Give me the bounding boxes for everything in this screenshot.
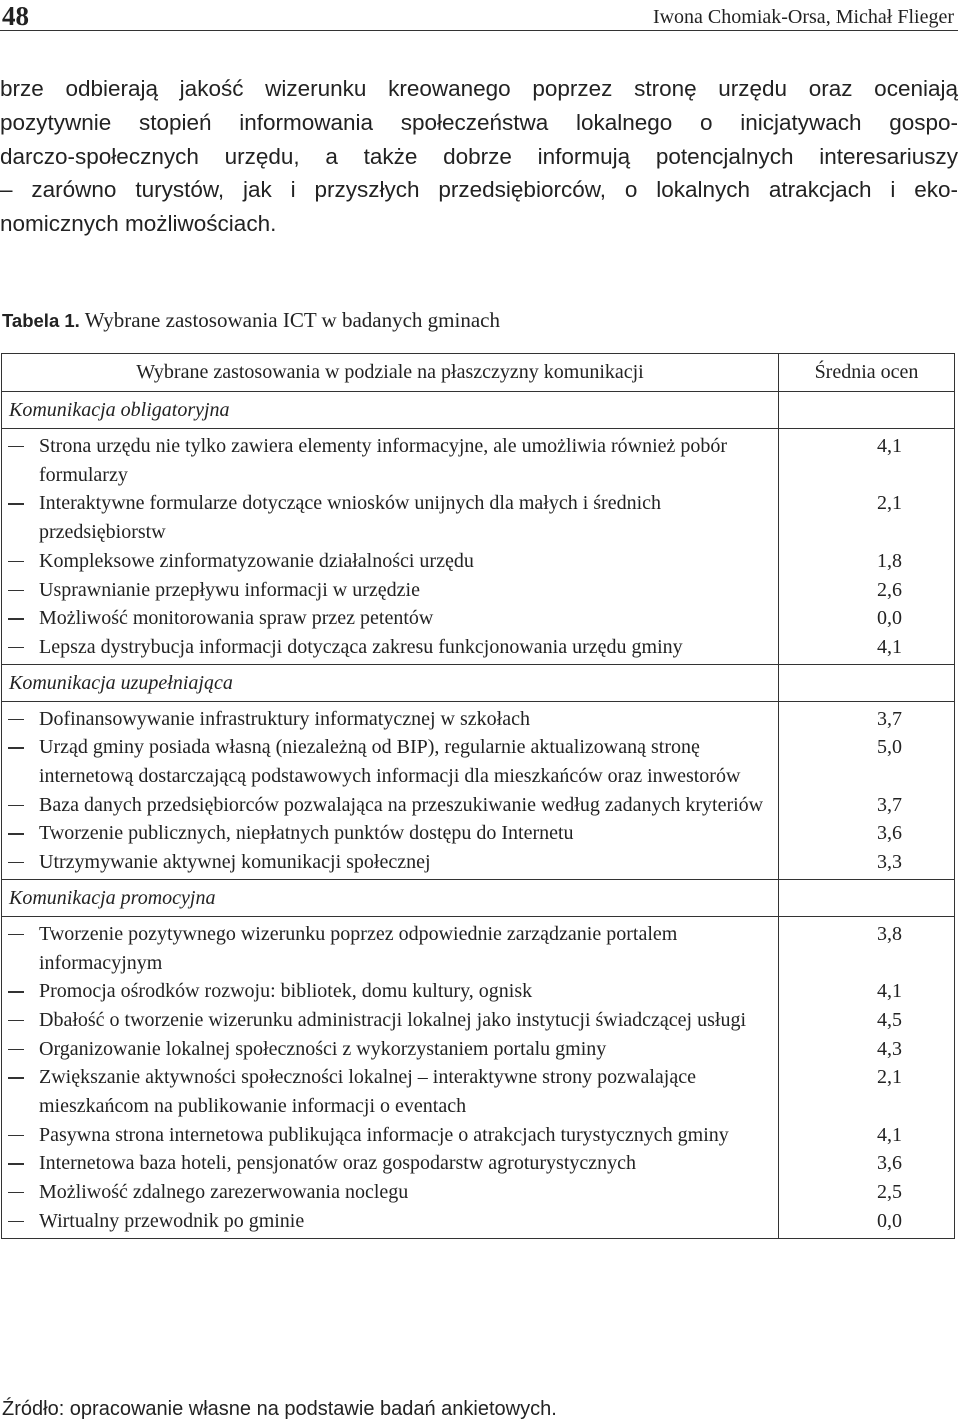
list-item	[2, 920, 778, 977]
item-text: Promocja ośrodków rozwoju: bibliotek, domu kultury, ognisk	[39, 980, 533, 1003]
dash-bullet-icon	[2, 920, 38, 977]
item-value: 4,5	[877, 1008, 902, 1031]
dash-bullet-icon	[2, 819, 38, 848]
items-cell	[2, 701, 779, 879]
page-number: 48	[2, 1, 29, 31]
body-line: nomicznych możliwościach.	[0, 211, 277, 237]
dash-bullet-icon	[2, 733, 38, 790]
list-item	[2, 1207, 778, 1236]
list-item	[2, 633, 778, 662]
item-value: 2,1	[877, 492, 902, 515]
item-value: 4,1	[877, 635, 902, 658]
dash-bullet-icon	[2, 977, 38, 1006]
running-head: Iwona Chomiak-Orsa, Michał Flieger	[652, 6, 954, 28]
section-row	[2, 664, 955, 701]
item-value: 1,8	[877, 549, 902, 572]
dash-bullet-icon	[2, 489, 38, 546]
item-text: Zwiększanie aktywności społeczności lokalnej – interaktywne strony pozwalające mieszkańcom na publikowanie informacji o eventach	[39, 1066, 696, 1118]
list-item	[2, 1063, 778, 1120]
item-text: Możliwość zdalnego zarezerwowania noclegu	[39, 1181, 409, 1204]
item-text: Strona urzędu nie tylko zawiera elementy informacyjne, ale umożliwia również pobór formularzy	[39, 435, 728, 486]
dash-bullet-icon	[2, 1063, 38, 1120]
item-text: Internetowa baza hoteli, pensjonatów oraz gospodarstw agroturystycznych	[39, 1152, 637, 1175]
dash-bullet-icon	[2, 848, 38, 877]
section-items-row	[2, 429, 955, 665]
items-cell	[2, 916, 779, 1238]
list-item	[2, 1121, 778, 1150]
list-item	[2, 791, 778, 820]
dash-bullet-icon	[2, 604, 38, 633]
list-item	[2, 1149, 778, 1178]
item-value: 3,6	[877, 1152, 902, 1175]
item-text: Lepsza dystrybucja informacji dotycząca zakresu funkcjonowania urzędu gminy	[39, 635, 683, 658]
item-value: 3,6	[877, 822, 902, 845]
item-value: 2,6	[877, 578, 902, 601]
item-text: Możliwość monitorowania spraw przez petentów	[39, 607, 434, 630]
page-header	[0, 0, 958, 31]
item-text: Interaktywne formularze dotyczące wniosków unijnych dla małych i średnich przedsiębiorstw	[39, 492, 662, 544]
dash-bullet-icon	[2, 1121, 38, 1150]
item-text: Dbałość o tworzenie wizerunku administracji lokalnej jako instytucji świadczącej usługi	[39, 1008, 747, 1031]
dash-bullet-icon	[2, 633, 38, 662]
item-value: 5,0	[877, 736, 902, 759]
item-value: 3,7	[877, 707, 902, 730]
section-row	[2, 879, 955, 916]
table-label: Tabela 1.	[2, 310, 80, 331]
section-items-row	[2, 916, 955, 1238]
list-item	[2, 604, 778, 633]
dash-bullet-icon	[2, 576, 38, 605]
item-text: Urząd gminy posiada własną (niezależną od BIP), regularnie aktualizowaną stronę internetową dostarczającą podstawowych informacji dla mieszkańców oraz inwestorów	[39, 736, 741, 788]
body-line: pozytywnie stopień informowania społeczeństwa lokalnego o inicjatywach gospo-	[0, 109, 958, 135]
item-value: 3,8	[877, 922, 902, 945]
dash-bullet-icon	[2, 791, 38, 820]
item-value: 2,1	[877, 1066, 902, 1089]
item-text: Baza danych przedsiębiorców pozwalająca na przeszukiwanie według zadanych kryteriów	[39, 793, 764, 816]
list-item	[2, 977, 778, 1006]
dash-bullet-icon	[2, 547, 38, 576]
item-value: 3,3	[877, 851, 902, 874]
list-item	[2, 1035, 778, 1064]
table-source: Źródło: opracowanie własne na podstawie badań ankietowych.	[2, 1398, 557, 1420]
dash-bullet-icon	[2, 705, 38, 734]
list-item	[2, 576, 778, 605]
item-text: Organizowanie lokalnej społeczności z wykorzystaniem portalu gminy	[39, 1037, 607, 1060]
dash-bullet-icon	[2, 432, 38, 489]
item-text: Tworzenie pozytywnego wizerunku poprzez odpowiednie zarządzanie portalem informacyjnym	[39, 922, 678, 974]
dash-bullet-icon	[2, 1149, 38, 1178]
item-text: Tworzenie publicznych, niepłatnych punktów dostępu do Internetu	[39, 822, 574, 845]
body-line: darczo-społecznych urzędu, a także dobrze informują potencjalnych interesariuszy	[0, 143, 958, 169]
item-value: 4,1	[877, 980, 902, 1003]
table-caption	[2, 306, 500, 335]
values-cell	[779, 429, 955, 665]
items-cell	[2, 429, 779, 665]
section-name: Komunikacja obligatoryjna	[2, 392, 779, 429]
dash-bullet-icon	[2, 1207, 38, 1236]
dash-bullet-icon	[2, 1178, 38, 1207]
item-value: 4,3	[877, 1037, 902, 1060]
dash-bullet-icon	[2, 1035, 38, 1064]
item-text: Dofinansowywanie infrastruktury informatycznej w szkołach	[39, 707, 530, 730]
table-header-row	[2, 354, 955, 392]
list-item	[2, 733, 778, 790]
item-value: 2,5	[877, 1181, 902, 1204]
item-text: Usprawnianie przepływu informacji w urzędzie	[39, 578, 420, 601]
section-name: Komunikacja promocyjna	[2, 879, 779, 916]
item-value: 4,1	[877, 435, 902, 457]
list-item	[2, 432, 778, 489]
column-header-average: Średnia ocen	[779, 354, 955, 392]
section-items-row	[2, 701, 955, 879]
list-item	[2, 1006, 778, 1035]
item-text: Pasywna strona internetowa publikująca informacje o atrakcjach turystycznych gminy	[39, 1123, 729, 1146]
list-item	[2, 819, 778, 848]
list-item	[2, 489, 778, 546]
column-header-applications: Wybrane zastosowania w podziale na płaszczyzny komunikacji	[2, 354, 779, 392]
body-paragraph	[0, 72, 958, 241]
list-item	[2, 848, 778, 877]
item-text: Utrzymywanie aktywnej komunikacji społecznej	[39, 851, 431, 874]
section-name: Komunikacja uzupełniająca	[2, 664, 779, 701]
item-text: Kompleksowe zinformatyzowanie działalności urzędu	[39, 549, 474, 572]
data-table	[1, 353, 955, 1239]
section-value-empty	[779, 392, 955, 429]
list-item	[2, 705, 778, 734]
list-item	[2, 547, 778, 576]
item-value: 0,0	[877, 607, 902, 630]
table-title: Wybrane zastosowania ICT w badanych gminach	[84, 308, 500, 332]
section-row	[2, 392, 955, 429]
item-text: Wirtualny przewodnik po gminie	[39, 1209, 305, 1232]
body-line: brze odbierają jakość wizerunku kreowanego poprzez stronę urzędu oraz oceniają	[0, 76, 958, 101]
section-value-empty	[779, 664, 955, 701]
values-cell	[779, 701, 955, 879]
section-value-empty	[779, 879, 955, 916]
item-value: 0,0	[877, 1209, 902, 1232]
table-body	[2, 392, 955, 1239]
dash-bullet-icon	[2, 1006, 38, 1035]
body-line: – zarówno turystów, jak i przyszłych przedsiębiorców, o lokalnych atrakcjach i eko-	[0, 177, 958, 203]
list-item	[2, 1178, 778, 1207]
item-value: 4,1	[877, 1123, 902, 1146]
values-cell	[779, 916, 955, 1238]
item-value: 3,7	[877, 793, 902, 816]
